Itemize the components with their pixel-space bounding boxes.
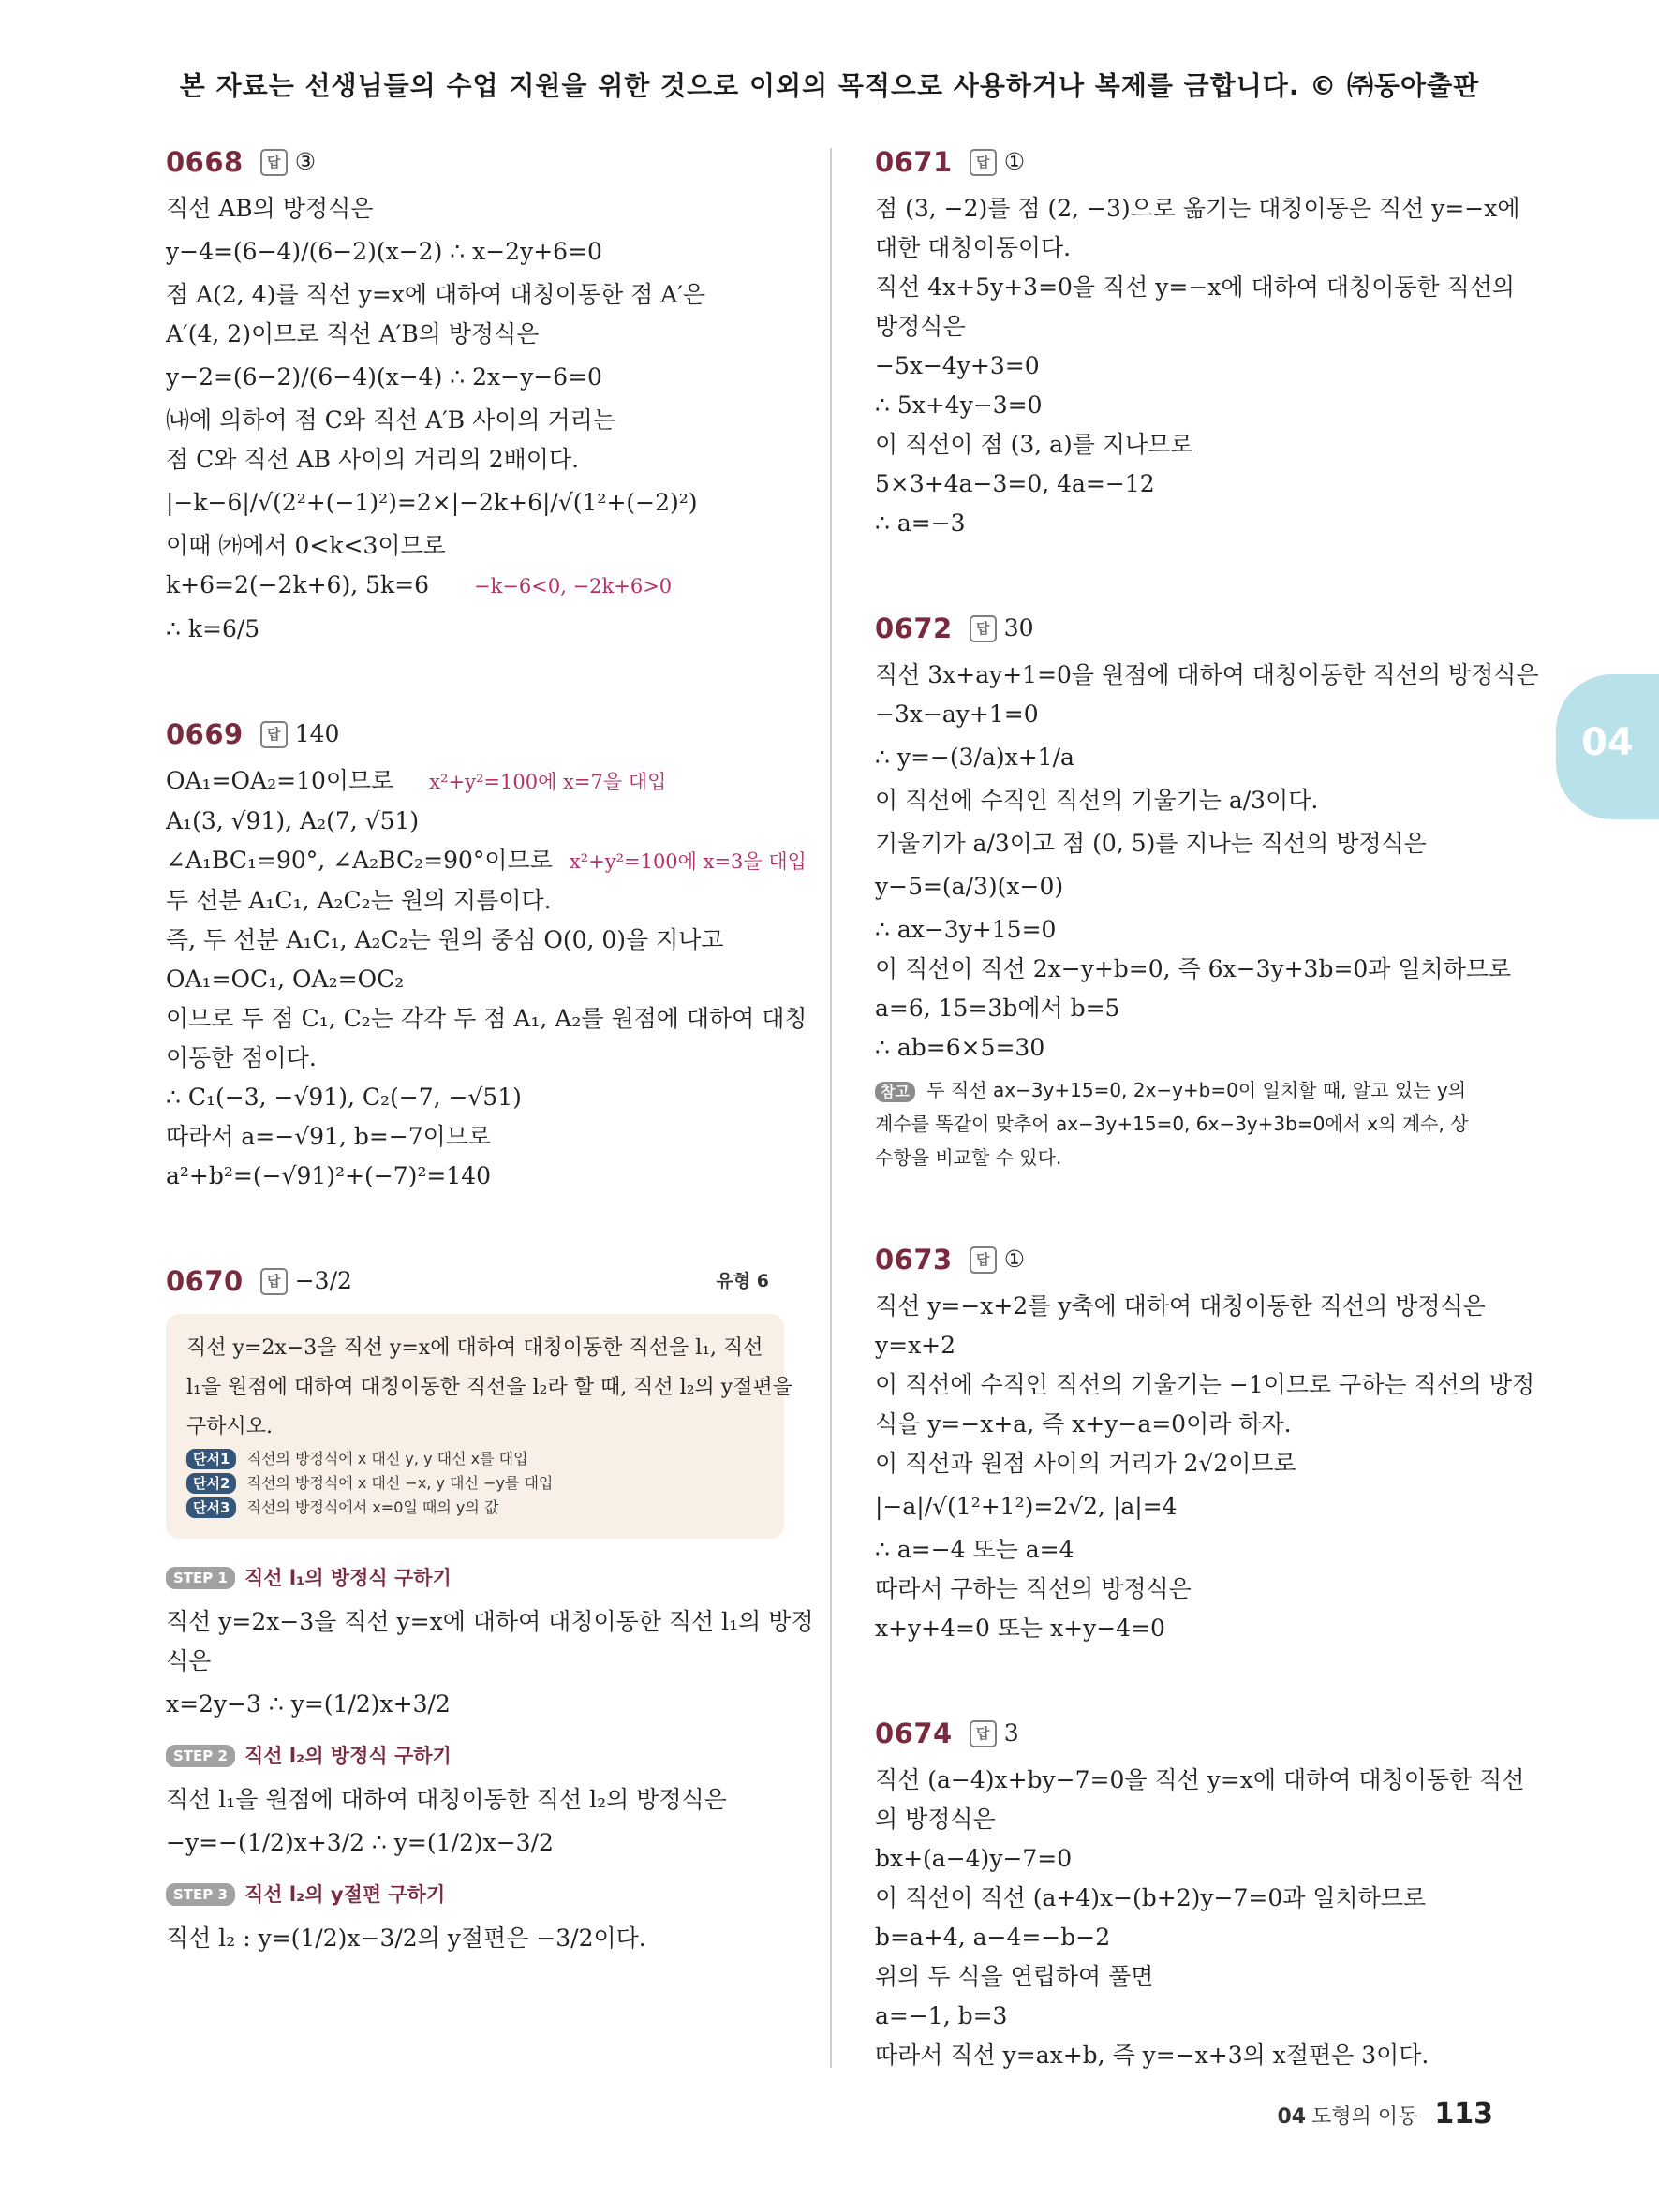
step-header	[166, 1876, 784, 1913]
chapter-tab-label: 04	[1581, 721, 1634, 764]
side-note: x²+y²=100에 x=7을 대입	[429, 771, 667, 793]
solution-text: OA₁=OA₂=10이므로	[166, 767, 394, 794]
reference-line: 계수를 똑같이 맞추어 ax−3y+15=0, 6x−3y+3b=0에서 x의 계수, 상	[875, 1113, 1469, 1135]
answer-value: ①	[1003, 1246, 1026, 1273]
reference-line: 수항을 비교할 수 있다.	[875, 1146, 1062, 1169]
statement-line: 직선 y=2x−3을 직선 y=x에 대하여 대칭이동한 직선을 l₁, 직선	[186, 1336, 763, 1360]
solution-line: ∴ a=−4 또는 a=4	[875, 1536, 1074, 1563]
solution-line: 직선 l₂ : y=(1/2)x−3/2의 y절편은 −3/2이다.	[166, 1924, 646, 1952]
solution-line: −y=−(1/2)x+3/2 ∴ y=(1/2)x−3/2	[166, 1829, 554, 1856]
solution-line: 식을 y=−x+a, 즉 x+y−a=0이라 하자.	[875, 1410, 1292, 1438]
solution-text: k+6=2(−2k+6), 5k=6	[166, 571, 430, 598]
solution-line: ∴ y=−(3/a)x+1/a	[875, 744, 1074, 771]
answer-value: ③	[294, 148, 317, 175]
solution-line: −3x−ay+1=0	[875, 700, 1039, 728]
solution-line: y−4=(6−4)/(6−2)(x−2) ∴ x−2y+6=0	[166, 238, 602, 265]
answer-value: ①	[1003, 148, 1026, 175]
solution-line	[166, 761, 784, 802]
solution-line: 이 직선에 수직인 직선의 기울기는 −1이므로 구하는 직선의 방정	[875, 1371, 1535, 1398]
footer-chapter-title: 도형의 이동	[1311, 2105, 1418, 2129]
step-badge: STEP 3	[166, 1883, 235, 1906]
solution-line: ㈏에 의하여 점 C와 직선 A′B 사이의 거리는	[166, 406, 615, 434]
hint-badge: 단서2	[186, 1473, 236, 1494]
problem-0673	[875, 1238, 1535, 1648]
solution-line: y−5=(a/3)(x−0)	[875, 873, 1064, 900]
hint-text: 직선의 방정식에서 x=0일 때의 y의 값	[246, 1498, 499, 1516]
solution-line: y−2=(6−2)/(6−4)(x−4) ∴ 2x−y−6=0	[166, 363, 602, 391]
solution-line: 5×3+4a−3=0, 4a=−12	[875, 470, 1155, 497]
reference-text: 두 직선 ax−3y+15=0, 2x−y+b=0이 일치할 때, 알고 있는 y의	[926, 1079, 1467, 1101]
solution-text: ∠A₁BC₁=90°, ∠A₂BC₂=90°이므로	[166, 847, 553, 874]
step-title: 직선 l₂의 y절편 구하기	[244, 1883, 446, 1906]
problem-0674	[875, 1712, 1525, 2075]
answer-value: 3	[1003, 1719, 1019, 1747]
solution-line: ∴ ax−3y+15=0	[875, 916, 1057, 943]
problem-0670	[166, 1260, 814, 1958]
step-badge: STEP 1	[166, 1567, 235, 1589]
solution-line: a²+b²=(−√91)²+(−7)²=140	[166, 1162, 492, 1189]
page-footer	[1277, 2098, 1493, 2131]
step-header	[166, 1737, 784, 1775]
solution-line: 이므로 두 점 C₁, C₂는 각각 두 점 A₁, A₂를 원점에 대하여 대칭	[166, 1005, 807, 1032]
hint-line	[186, 1447, 763, 1471]
solution-line: a=−1, b=3	[875, 2002, 1008, 2029]
problem-number: 0670	[166, 1265, 244, 1297]
reference-line	[875, 1073, 1498, 1107]
copyright-notice: 본 자료는 선생님들의 수업 지원을 위한 것으로 이외의 목적으로 사용하거나 복제를 금합니다. © ㈜동아출판	[179, 70, 1480, 101]
problem-0672	[875, 607, 1539, 1174]
solution-line: 따라서 구하는 직선의 방정식은	[875, 1575, 1192, 1602]
solution-line: ∴ k=6/5	[166, 615, 260, 642]
answer-badge: 답	[970, 1246, 997, 1274]
answer-badge: 답	[260, 1268, 288, 1295]
answer-badge: 답	[260, 149, 288, 176]
solution-line: x=2y−3 ∴ y=(1/2)x+3/2	[166, 1690, 451, 1718]
solution-line: 점 C와 직선 AB 사이의 거리의 2배이다.	[166, 446, 580, 473]
hint-text: 직선의 방정식에 x 대신 y, y 대신 x를 대입	[246, 1450, 528, 1467]
solution-line: bx+(a−4)y−7=0	[875, 1845, 1073, 1872]
solution-line: ∴ 5x+4y−3=0	[875, 391, 1043, 419]
solution-line: 직선 (a−4)x+by−7=0을 직선 y=x에 대하여 대칭이동한 직선	[875, 1766, 1525, 1793]
problem-number: 0671	[875, 146, 953, 178]
solution-line: 직선 l₁을 원점에 대하여 대칭이동한 직선 l₂의 방정식은	[166, 1786, 727, 1813]
solution-line: ∴ C₁(−3, −√91), C₂(−7, −√51)	[166, 1084, 522, 1111]
solution-line: 식은	[166, 1647, 212, 1674]
solution-line: 방정식은	[875, 313, 966, 340]
answer-badge: 답	[970, 149, 997, 176]
column-divider	[830, 148, 832, 2068]
side-note: x²+y²=100에 x=3을 대입	[569, 850, 807, 873]
solution-line: 위의 두 식을 연립하여 풀면	[875, 1963, 1154, 1990]
solution-line: 이 직선과 원점 사이의 거리가 2√2이므로	[875, 1450, 1296, 1477]
answer-badge: 답	[970, 615, 997, 642]
solution-line: OA₁=OC₁, OA₂=OC₂	[166, 966, 405, 993]
solution-line: A₁(3, √91), A₂(7, √51)	[166, 807, 420, 834]
solution-line: 이 직선이 직선 (a+4)x−(b+2)y−7=0과 일치하므로	[875, 1884, 1427, 1911]
solution-line: 즉, 두 선분 A₁C₁, A₂C₂는 원의 중심 O(0, 0)을 지나고	[166, 926, 724, 953]
reference-badge: 참고	[875, 1082, 915, 1102]
problem-0669	[166, 713, 807, 1196]
step-badge: STEP 2	[166, 1745, 235, 1767]
right-column	[875, 140, 1539, 2139]
solution-line	[166, 841, 807, 881]
solution-line: |−a|/√(1²+1²)=2√2, |a|=4	[875, 1493, 1178, 1520]
step-header	[166, 1559, 784, 1597]
solution-line: 이때 ㈎에서 0<k<3이므로	[166, 532, 446, 559]
page-number: 113	[1434, 2098, 1493, 2131]
solution-line: 따라서 a=−√91, b=−7이므로	[166, 1123, 492, 1150]
solution-line: x+y+4=0 또는 x+y−4=0	[875, 1615, 1165, 1642]
hint-badge: 단서1	[186, 1449, 236, 1469]
problem-number: 0674	[875, 1718, 953, 1749]
hint-text: 직선의 방정식에 x 대신 −x, y 대신 −y를 대입	[246, 1474, 554, 1492]
problem-number: 0672	[875, 612, 953, 644]
solution-line: b=a+4, a−4=−b−2	[875, 1924, 1111, 1951]
solution-line: 두 선분 A₁C₁, A₂C₂는 원의 지름이다.	[166, 887, 552, 914]
solution-line: 기울기가 a/3이고 점 (0, 5)를 지나는 직선의 방정식은	[875, 830, 1427, 857]
solution-line: 직선 3x+ay+1=0을 원점에 대하여 대칭이동한 직선의 방정식은	[875, 661, 1539, 688]
step-title: 직선 l₂의 방정식 구하기	[244, 1745, 452, 1767]
solution-line: 직선 y=−x+2를 y축에 대하여 대칭이동한 직선의 방정식은	[875, 1292, 1486, 1320]
solution-line: 점 A(2, 4)를 직선 y=x에 대하여 대칭이동한 점 A′은	[166, 281, 706, 308]
solution-line: 직선 AB의 방정식은	[166, 195, 374, 222]
answer-value: 140	[294, 720, 340, 747]
problem-0668	[166, 140, 784, 649]
solution-line	[166, 566, 784, 606]
solution-line: 이 직선에 수직인 직선의 기울기는 a/3이다.	[875, 787, 1319, 814]
problem-number: 0673	[875, 1244, 953, 1276]
solution-line: 이 직선이 직선 2x−y+b=0, 즉 6x−3y+3b=0과 일치하므로	[875, 955, 1512, 982]
answer-value: −3/2	[294, 1267, 352, 1294]
solution-line: 직선 y=2x−3을 직선 y=x에 대하여 대칭이동한 직선 l₁의 방정	[166, 1608, 814, 1635]
statement-line: 구하시오.	[186, 1415, 274, 1438]
reference-note	[875, 1073, 1498, 1174]
problem-number: 0668	[166, 146, 244, 178]
solution-line: a=6, 15=3b에서 b=5	[875, 995, 1120, 1022]
solution-line: 따라서 직선 y=ax+b, 즉 y=−x+3의 x절편은 3이다.	[875, 2042, 1429, 2069]
solution-line: 점 (3, −2)를 점 (2, −3)으로 옮기는 대칭이동은 직선 y=−x에	[875, 195, 1520, 222]
hint-badge: 단서3	[186, 1497, 236, 1518]
solution-line: |−k−6|/√(2²+(−1)²)=2×|−2k+6|/√(1²+(−2)²)	[166, 489, 698, 516]
answer-badge: 답	[260, 721, 288, 748]
solution-line: ∴ a=−3	[875, 509, 966, 537]
problem-number: 0669	[166, 718, 244, 750]
statement-line: l₁을 원점에 대하여 대칭이동한 직선을 l₂라 할 때, 직선 l₂의 y절편을	[186, 1376, 792, 1399]
solution-line: y=x+2	[875, 1332, 956, 1359]
solution-line: A′(4, 2)이므로 직선 A′B의 방정식은	[166, 320, 540, 347]
type-tag: 유형 6	[716, 1271, 769, 1291]
step-title: 직선 l₁의 방정식 구하기	[244, 1567, 452, 1589]
solution-line: 직선 4x+5y+3=0을 직선 y=−x에 대하여 대칭이동한 직선의	[875, 273, 1516, 301]
hint-line	[186, 1471, 763, 1496]
answer-badge: 답	[970, 1720, 997, 1747]
left-column	[166, 140, 814, 2022]
problem-0671	[875, 140, 1520, 543]
problem-statement-box	[166, 1314, 792, 1539]
answer-value: 30	[1003, 614, 1034, 641]
solution-line: −5x−4y+3=0	[875, 352, 1040, 379]
footer-chapter-number: 04	[1277, 2105, 1307, 2129]
side-note: −k−6<0, −2k+6>0	[473, 575, 673, 597]
hint-line	[186, 1496, 763, 1520]
solution-line: 이동한 점이다.	[166, 1044, 317, 1071]
solution-line: 이 직선이 점 (3, a)를 지나므로	[875, 431, 1193, 458]
solution-line: 의 방정식은	[875, 1806, 996, 1833]
solution-line: ∴ ab=6×5=30	[875, 1034, 1045, 1061]
solution-line: 대한 대칭이동이다.	[875, 234, 1072, 261]
